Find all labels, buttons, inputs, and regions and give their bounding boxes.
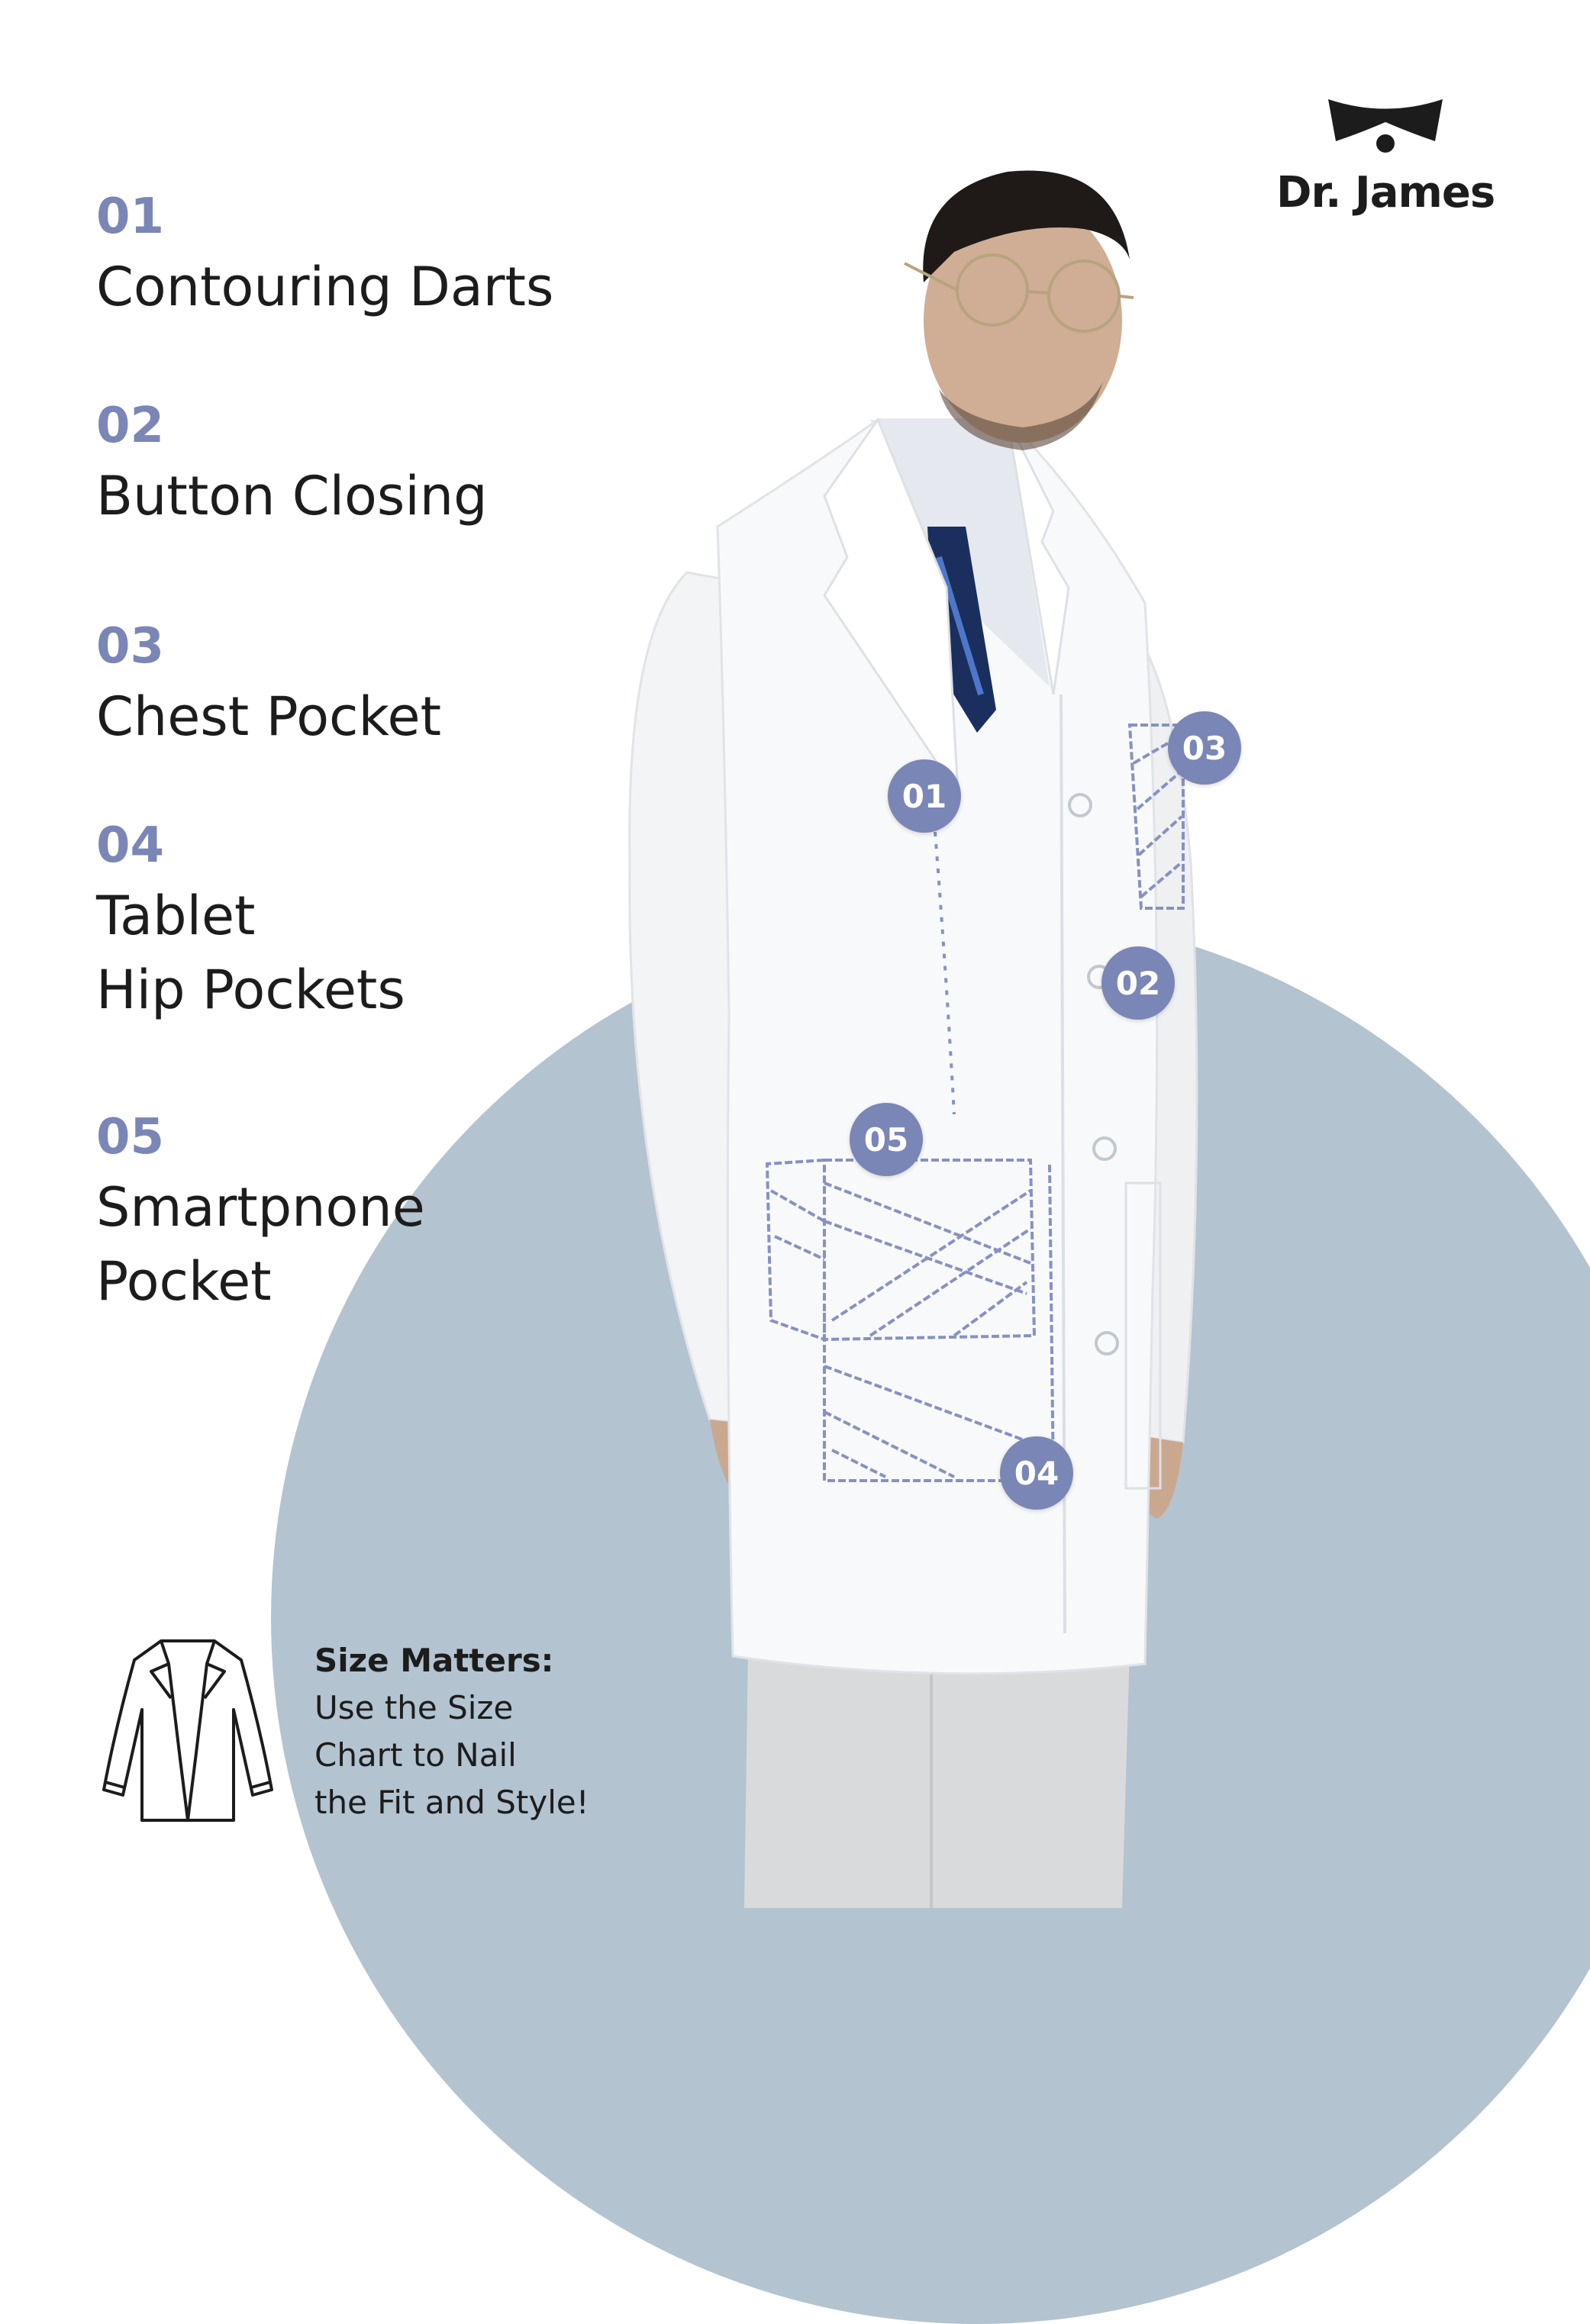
feature-number: 03 [96,618,165,675]
marker-02: 02 [1101,946,1175,1020]
feature-number: 05 [96,1109,165,1165]
marker-03: 03 [1168,711,1241,785]
brand-logo [1267,92,1496,221]
marker-01: 01 [888,759,961,833]
brand-name: Dr. James [1276,168,1495,218]
feature-number: 04 [96,817,165,874]
feature-05 [96,1109,425,1319]
feature-03 [96,618,442,754]
feature-title: Chest Pocket [96,685,442,748]
bow-tie-logo-icon [1328,92,1443,156]
marker-04: 04 [1000,1436,1073,1510]
feature-title: Button Closing [96,465,488,527]
lab-coat-outline-icon [96,1637,279,1824]
feature-title-line-2: Pocket [96,1250,272,1313]
size-note-heading: Size Matters: [314,1642,554,1679]
size-note-line: Use the Size [314,1689,514,1726]
feature-04 [96,817,405,1027]
feature-02 [96,398,488,533]
size-note-line: Chart to Nail [314,1736,517,1774]
feature-01 [96,189,554,324]
feature-title-line-1: Smartpnone [96,1176,425,1239]
size-note-line: the Fit and Style! [314,1784,589,1821]
feature-title-line-2: Hip Pockets [96,959,405,1021]
feature-list [96,0,722,1374]
size-note-text [314,1637,711,1826]
feature-number: 01 [96,189,165,245]
feature-title: Contouring Darts [96,256,554,318]
marker-05: 05 [850,1103,923,1176]
feature-number: 02 [96,398,165,454]
feature-title-line-1: Tablet [96,885,256,947]
